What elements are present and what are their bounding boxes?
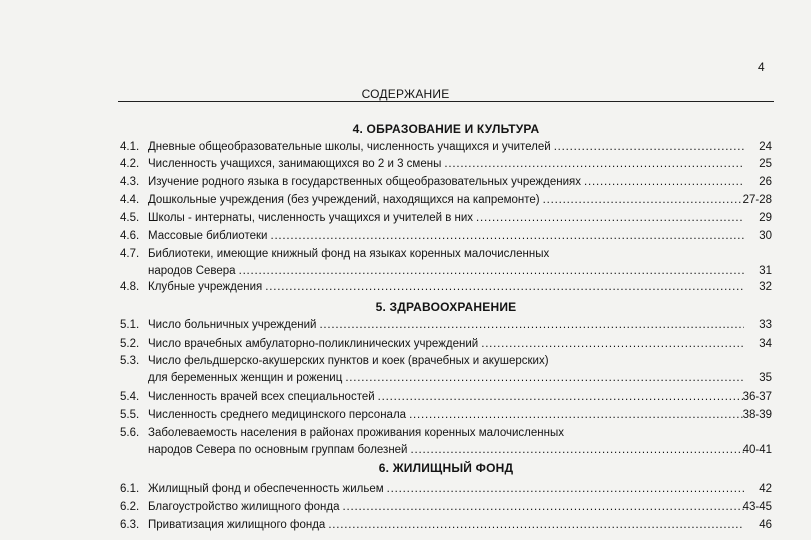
dot-leader	[411, 443, 745, 457]
entry-title-line: Заболеваемость населения в районах проживания коренных малочисленных	[148, 427, 564, 439]
entry-number: 4.7.	[120, 248, 140, 260]
entry-number: 5.5.	[120, 409, 140, 421]
toc-entry	[118, 482, 778, 499]
toc-entry	[118, 500, 778, 517]
entry-page-number: 38-39	[742, 409, 772, 421]
toc-entry	[118, 247, 778, 281]
dot-leader	[543, 193, 744, 207]
entry-title	[148, 157, 744, 174]
entry-number: 6.2.	[120, 501, 140, 513]
entry-title	[148, 518, 744, 535]
entry-page-number: 32	[759, 281, 772, 293]
entry-title	[148, 175, 744, 192]
entry-page-number: 24	[759, 141, 772, 153]
entry-number: 5.3.	[120, 355, 140, 367]
entry-title	[148, 247, 744, 281]
entry-title-line: Приватизация жилищного фонда	[148, 519, 326, 531]
entry-title	[148, 390, 744, 407]
entry-title-line: Благоустройство жилищного фонда	[148, 501, 340, 513]
entry-title-line: Число врачебных амбулаторно-поликлинических учреждений	[148, 338, 479, 350]
entry-title-line: Изучение родного языка в государственных общеобразовательных учреждениях	[148, 176, 582, 188]
toc-entry	[118, 354, 778, 388]
dot-leader	[554, 140, 744, 154]
entry-title	[148, 318, 744, 335]
title-rule	[118, 101, 774, 102]
entry-page-number: 30	[759, 230, 772, 242]
entry-title-line: народов Севера по основным группам болезней	[148, 444, 408, 456]
entry-page-number: 36-37	[742, 391, 772, 403]
section-heading: 4. ОБРАЗОВАНИЕ И КУЛЬТУРА	[352, 122, 540, 136]
entry-title	[148, 140, 744, 157]
entry-page-number: 27-28	[742, 194, 772, 206]
entry-title-line: Дневные общеобразовательные школы, численность учащихся и учителей	[148, 141, 551, 153]
entry-title-line: для беременных женщин и рожениц	[148, 372, 343, 384]
entry-title-line: Жилищный фонд и обеспеченность жильем	[148, 483, 384, 495]
dot-leader	[444, 157, 744, 171]
entry-title	[148, 193, 744, 210]
entry-page-number: 26	[759, 176, 772, 188]
dot-leader	[342, 500, 744, 514]
dot-leader	[584, 175, 744, 189]
toc-entry	[118, 229, 778, 246]
entry-title-line: Клубные учреждения	[148, 281, 263, 293]
dot-leader	[378, 390, 744, 404]
entry-title-line: Число больничных учреждений	[148, 319, 317, 331]
entry-number: 6.1.	[120, 483, 140, 495]
toc-entry	[118, 193, 778, 210]
toc-entry	[118, 518, 778, 535]
toc-entry	[118, 280, 778, 297]
dot-leader	[328, 518, 744, 532]
dot-leader	[409, 408, 744, 422]
entry-number: 4.3.	[120, 176, 140, 188]
toc-entry	[118, 318, 778, 335]
entry-page-number: 33	[759, 319, 772, 331]
toc-entry	[118, 157, 778, 174]
dot-leader	[239, 264, 744, 278]
section-heading: 5. ЗДРАВООХРАНЕНИЕ	[375, 300, 517, 314]
entry-title	[148, 426, 744, 460]
dot-leader	[387, 482, 744, 496]
dot-leader	[319, 318, 744, 332]
entry-title-line: Число фельдшерско-акушерских пунктов и коек (врачебных и акушерских)	[148, 355, 549, 367]
entry-number: 4.5.	[120, 212, 140, 224]
entry-number: 4.1.	[120, 141, 140, 153]
entry-title	[148, 482, 744, 499]
entry-number: 4.8.	[120, 281, 140, 293]
section-heading: 6. ЖИЛИЩНЫЙ ФОНД	[378, 461, 514, 475]
entry-title-line: Дошкольные учреждения (без учреждений, находящихся на капремонте)	[148, 194, 540, 206]
page-number: 4	[758, 60, 765, 74]
entry-number: 4.2.	[120, 158, 140, 170]
entry-title	[148, 408, 744, 425]
entry-title-line: Численность среднего медицинского персонала	[148, 409, 407, 421]
dot-leader	[476, 211, 744, 225]
entry-title	[148, 354, 744, 388]
toc-entry	[118, 337, 778, 354]
entry-title-line: Численность учащихся, занимающихся во 2 и 3 смены	[148, 158, 442, 170]
entry-page-number: 34	[759, 338, 772, 350]
dot-leader	[265, 280, 744, 294]
toc-entry	[118, 426, 778, 460]
entry-number: 6.3.	[120, 519, 140, 531]
toc-entry	[118, 140, 778, 157]
entry-number: 5.4.	[120, 391, 140, 403]
entry-number: 5.2.	[120, 338, 140, 350]
entry-page-number: 43-45	[742, 501, 772, 513]
entry-page-number: 46	[759, 519, 772, 531]
entry-page-number: 29	[759, 212, 772, 224]
entry-number: 4.6.	[120, 230, 140, 242]
contents-title: СОДЕРЖАНИЕ	[361, 87, 450, 101]
entry-title	[148, 500, 744, 517]
toc-entry	[118, 408, 778, 425]
dot-leader	[481, 337, 744, 351]
toc-entry	[118, 390, 778, 407]
dot-leader	[345, 371, 744, 385]
entry-title-line: Библиотеки, имеющие книжный фонд на языках коренных малочисленных	[148, 248, 550, 260]
entry-title	[148, 280, 744, 297]
entry-number: 4.4.	[120, 194, 140, 206]
entry-page-number: 31	[759, 265, 772, 277]
entry-title	[148, 211, 744, 228]
toc-entry	[118, 175, 778, 192]
entry-page-number: 35	[759, 372, 772, 384]
toc-entry	[118, 211, 778, 228]
entry-title-line: народов Севера	[148, 265, 236, 277]
entry-title	[148, 229, 744, 246]
entry-title	[148, 337, 744, 354]
dot-leader	[270, 229, 744, 243]
entry-title-line: Численность врачей всех специальностей	[148, 391, 375, 403]
entry-page-number: 42	[759, 483, 772, 495]
entry-title-line: Школы - интернаты, численность учащихся и учителей в них	[148, 212, 474, 224]
entry-title-line: Массовые библиотеки	[148, 230, 268, 242]
entry-number: 5.1.	[120, 319, 140, 331]
entry-page-number: 25	[759, 158, 772, 170]
entry-page-number: 40-41	[742, 444, 772, 456]
entry-number: 5.6.	[120, 427, 140, 439]
